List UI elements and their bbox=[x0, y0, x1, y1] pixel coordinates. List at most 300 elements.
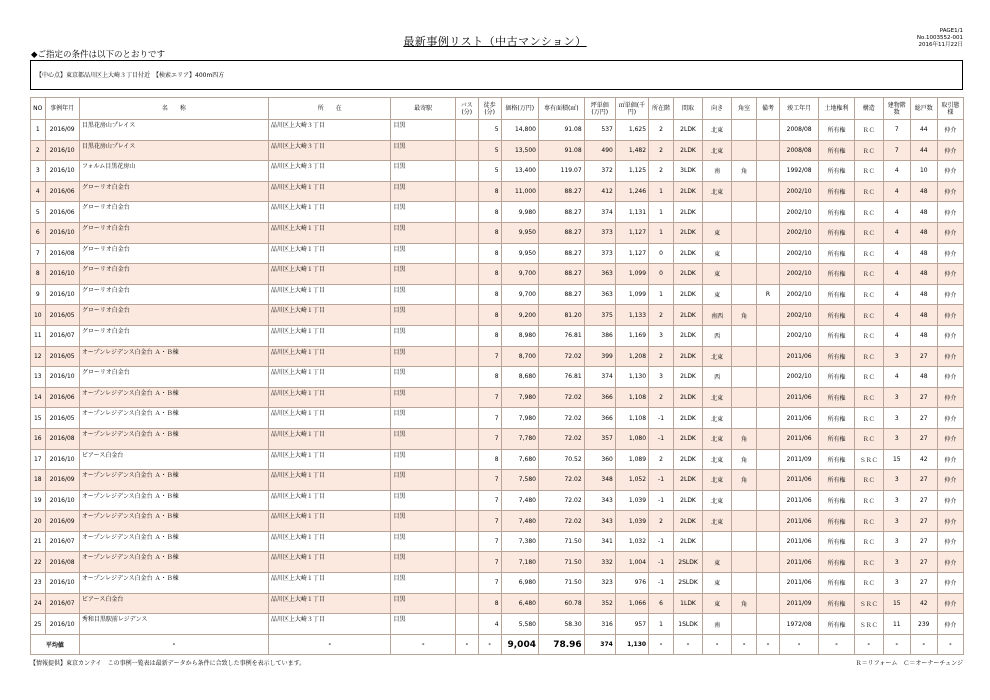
cell-ym: 2016/09 bbox=[45, 511, 79, 532]
cell-note bbox=[757, 511, 780, 532]
cell-sqm: 1,246 bbox=[615, 181, 648, 202]
cell-price: 9,980 bbox=[501, 202, 538, 223]
cell-floor: -1 bbox=[649, 552, 674, 573]
cell-corner bbox=[732, 531, 757, 552]
cell-sqm: 1,133 bbox=[615, 305, 648, 326]
cell-name: グローリオ白金台 bbox=[79, 202, 268, 223]
table-row bbox=[31, 470, 964, 491]
cell-land: 所有権 bbox=[819, 490, 854, 511]
cell-no: 2 bbox=[31, 140, 46, 161]
cell-built: 2011/06 bbox=[779, 531, 818, 552]
cell-corner bbox=[732, 346, 757, 367]
cell-name: 目黒花房山プレイス bbox=[79, 140, 268, 161]
cell-plan: 2LDK bbox=[673, 470, 702, 491]
cell-price: 11,000 bbox=[501, 181, 538, 202]
cell-note bbox=[757, 387, 780, 408]
cell-deal: 仲介 bbox=[937, 367, 963, 388]
cell-plan: 2LDK bbox=[673, 284, 702, 305]
cell-built: 1972/08 bbox=[779, 614, 818, 635]
cell-walk: 8 bbox=[478, 593, 501, 614]
cell-dir: 北東 bbox=[703, 449, 732, 470]
cell-price: 13,400 bbox=[501, 161, 538, 182]
cell-tsubo: 360 bbox=[584, 449, 615, 470]
cell-floors: 4 bbox=[883, 202, 910, 223]
cell-built: 2011/06 bbox=[779, 573, 818, 594]
cell-no: 7 bbox=[31, 243, 46, 264]
cell-floors: 7 bbox=[883, 140, 910, 161]
cell-no: 25 bbox=[31, 614, 46, 635]
cell-ym: 2016/10 bbox=[45, 367, 79, 388]
cell-ym: 2016/08 bbox=[45, 243, 79, 264]
cell-deal: 仲介 bbox=[937, 511, 963, 532]
cell-area: 91.08 bbox=[538, 140, 584, 161]
table-row bbox=[31, 181, 964, 202]
cell-area: 76.81 bbox=[538, 325, 584, 346]
cell-area: 72.02 bbox=[538, 387, 584, 408]
cell-tsubo: 332 bbox=[584, 552, 615, 573]
cell-station: 目黒 bbox=[391, 614, 455, 635]
cell-bus bbox=[455, 408, 478, 429]
cell-sqm: 1,208 bbox=[615, 346, 648, 367]
cell-sqm: 1,004 bbox=[615, 552, 648, 573]
cell-bus bbox=[455, 264, 478, 285]
cell-plan: 2LDK bbox=[673, 202, 702, 223]
average-dash: - bbox=[478, 634, 501, 655]
cell-dir: 東 bbox=[703, 552, 732, 573]
cell-ym: 2016/10 bbox=[45, 140, 79, 161]
column-header: バス(分) bbox=[455, 98, 478, 120]
condition-box bbox=[30, 60, 963, 90]
cell-floors: 4 bbox=[883, 367, 910, 388]
cell-addr: 品川区上大崎３丁目 bbox=[268, 161, 391, 182]
cell-units: 48 bbox=[910, 367, 937, 388]
cell-name: オープンレジデンス白金台 Ａ・Ｂ棟 bbox=[79, 387, 268, 408]
cell-tsubo: 348 bbox=[584, 470, 615, 491]
cell-units: 27 bbox=[910, 511, 937, 532]
column-header: 最寄駅 bbox=[391, 98, 455, 120]
cell-ym: 2016/10 bbox=[45, 264, 79, 285]
cell-land: 所有権 bbox=[819, 140, 854, 161]
cell-plan: 2LDK bbox=[673, 305, 702, 326]
cell-dir: 北東 bbox=[703, 428, 732, 449]
cell-no: 13 bbox=[31, 367, 46, 388]
cell-price: 7,480 bbox=[501, 511, 538, 532]
cell-area: 88.27 bbox=[538, 222, 584, 243]
cell-plan: 2LDK bbox=[673, 243, 702, 264]
cell-area: 60.78 bbox=[538, 593, 584, 614]
cell-walk: 8 bbox=[478, 449, 501, 470]
cell-name: オープンレジデンス白金台 Ａ・Ｂ棟 bbox=[79, 511, 268, 532]
cell-floor: 2 bbox=[649, 305, 674, 326]
cell-ym: 2016/07 bbox=[45, 593, 79, 614]
cell-units: 48 bbox=[910, 325, 937, 346]
cell-walk: 8 bbox=[478, 284, 501, 305]
cell-walk: 4 bbox=[478, 614, 501, 635]
cell-name: 秀和目黒駅前レジデンス bbox=[79, 614, 268, 635]
cell-floors: 3 bbox=[883, 428, 910, 449]
table-row bbox=[31, 573, 964, 594]
cell-note: R bbox=[757, 284, 780, 305]
cell-station: 目黒 bbox=[391, 367, 455, 388]
cell-struct: ＳＲＣ bbox=[854, 449, 883, 470]
cell-corner: 角 bbox=[732, 449, 757, 470]
cell-addr: 品川区上大崎１丁目 bbox=[268, 408, 391, 429]
column-header: 名 称 bbox=[79, 98, 268, 120]
cell-plan: 2LDK bbox=[673, 449, 702, 470]
cell-floor: -1 bbox=[649, 490, 674, 511]
cell-corner bbox=[732, 202, 757, 223]
cell-deal: 仲介 bbox=[937, 593, 963, 614]
cell-built: 1992/08 bbox=[779, 161, 818, 182]
cell-ym: 2016/08 bbox=[45, 552, 79, 573]
cell-floor: -1 bbox=[649, 531, 674, 552]
cell-sqm: 1,130 bbox=[615, 367, 648, 388]
cell-bus bbox=[455, 243, 478, 264]
cell-tsubo: 412 bbox=[584, 181, 615, 202]
cell-bus bbox=[455, 305, 478, 326]
cell-station: 目黒 bbox=[391, 346, 455, 367]
cell-deal: 仲介 bbox=[937, 531, 963, 552]
cell-corner bbox=[732, 490, 757, 511]
cell-price: 7,480 bbox=[501, 490, 538, 511]
cell-price: 8,980 bbox=[501, 325, 538, 346]
cell-station: 目黒 bbox=[391, 531, 455, 552]
cell-sqm: 1,169 bbox=[615, 325, 648, 346]
cell-tsubo: 366 bbox=[584, 387, 615, 408]
cell-no: 17 bbox=[31, 449, 46, 470]
cell-addr: 品川区上大崎１丁目 bbox=[268, 305, 391, 326]
cell-walk: 8 bbox=[478, 243, 501, 264]
cell-tsubo: 375 bbox=[584, 305, 615, 326]
cell-price: 8,700 bbox=[501, 346, 538, 367]
cell-station: 目黒 bbox=[391, 284, 455, 305]
cell-walk: 5 bbox=[478, 140, 501, 161]
cell-dir: 北東 bbox=[703, 120, 732, 141]
cell-built: 2011/06 bbox=[779, 428, 818, 449]
cell-units: 42 bbox=[910, 593, 937, 614]
cell-dir: 北東 bbox=[703, 511, 732, 532]
average-dash: - bbox=[673, 634, 702, 655]
cell-units: 48 bbox=[910, 264, 937, 285]
cell-units: 44 bbox=[910, 140, 937, 161]
table-row bbox=[31, 325, 964, 346]
document-number: No.1003552-001 bbox=[916, 35, 963, 41]
cell-corner: 角 bbox=[732, 470, 757, 491]
cell-land: 所有権 bbox=[819, 181, 854, 202]
cell-built: 2011/06 bbox=[779, 490, 818, 511]
cell-deal: 仲介 bbox=[937, 325, 963, 346]
cell-floors: 11 bbox=[883, 614, 910, 635]
cell-floors: 3 bbox=[883, 346, 910, 367]
cell-built: 2011/06 bbox=[779, 511, 818, 532]
cell-dir: 北東 bbox=[703, 140, 732, 161]
cell-dir: 西 bbox=[703, 325, 732, 346]
cell-no: 14 bbox=[31, 387, 46, 408]
cell-name: オープンレジデンス白金台 Ａ・Ｂ棟 bbox=[79, 552, 268, 573]
cell-corner bbox=[732, 222, 757, 243]
cell-floor: 2 bbox=[649, 140, 674, 161]
cell-name: フォルム目黒花房山 bbox=[79, 161, 268, 182]
table-row bbox=[31, 284, 964, 305]
cell-deal: 仲介 bbox=[937, 284, 963, 305]
cell-bus bbox=[455, 367, 478, 388]
cell-ym: 2016/06 bbox=[45, 387, 79, 408]
cell-floors: 3 bbox=[883, 408, 910, 429]
cell-tsubo: 352 bbox=[584, 593, 615, 614]
cell-addr: 品川区上大崎３丁目 bbox=[268, 120, 391, 141]
cell-plan: 2LDK bbox=[673, 531, 702, 552]
cell-floor: 2 bbox=[649, 449, 674, 470]
cell-area: 91.08 bbox=[538, 120, 584, 141]
cell-floor: 1 bbox=[649, 614, 674, 635]
cell-deal: 仲介 bbox=[937, 428, 963, 449]
cell-floors: 4 bbox=[883, 325, 910, 346]
cell-deal: 仲介 bbox=[937, 449, 963, 470]
cell-addr: 品川区上大崎１丁目 bbox=[268, 552, 391, 573]
cell-sqm: 1,127 bbox=[615, 243, 648, 264]
cell-land: 所有権 bbox=[819, 449, 854, 470]
table-row bbox=[31, 202, 964, 223]
cell-units: 27 bbox=[910, 470, 937, 491]
cell-struct: ＲＣ bbox=[854, 161, 883, 182]
cell-walk: 5 bbox=[478, 161, 501, 182]
cell-sqm: 957 bbox=[615, 614, 648, 635]
cell-built: 2011/06 bbox=[779, 552, 818, 573]
table-row bbox=[31, 428, 964, 449]
cell-sqm: 1,039 bbox=[615, 490, 648, 511]
document-date: 2016年11月22日 bbox=[918, 42, 963, 48]
average-dash: - bbox=[854, 634, 883, 655]
average-label: 平均値 bbox=[31, 634, 80, 655]
cell-built: 2011/09 bbox=[779, 593, 818, 614]
cell-area: 72.02 bbox=[538, 490, 584, 511]
cell-station: 目黒 bbox=[391, 181, 455, 202]
cell-struct: ＳＲＣ bbox=[854, 614, 883, 635]
cell-addr: 品川区上大崎１丁目 bbox=[268, 428, 391, 449]
cell-tsubo: 357 bbox=[584, 428, 615, 449]
cell-addr: 品川区上大崎１丁目 bbox=[268, 181, 391, 202]
cell-name: グローリオ白金台 bbox=[79, 284, 268, 305]
cell-floors: 7 bbox=[883, 120, 910, 141]
cell-floors: 3 bbox=[883, 552, 910, 573]
column-header: 角室 bbox=[732, 98, 757, 120]
cell-floor: 2 bbox=[649, 120, 674, 141]
cell-price: 13,500 bbox=[501, 140, 538, 161]
average-dash: - bbox=[937, 634, 963, 655]
cell-land: 所有権 bbox=[819, 614, 854, 635]
average-area: 78.96 bbox=[538, 634, 584, 655]
cell-walk: 8 bbox=[478, 264, 501, 285]
cell-ym: 2016/10 bbox=[45, 449, 79, 470]
cell-dir bbox=[703, 531, 732, 552]
cell-plan: 2LDK bbox=[673, 140, 702, 161]
cell-deal: 仲介 bbox=[937, 573, 963, 594]
average-dash: - bbox=[268, 634, 391, 655]
table-row bbox=[31, 222, 964, 243]
cell-bus bbox=[455, 222, 478, 243]
table-row bbox=[31, 305, 964, 326]
cell-sqm: 1,032 bbox=[615, 531, 648, 552]
cell-units: 48 bbox=[910, 243, 937, 264]
cell-station: 目黒 bbox=[391, 325, 455, 346]
cell-no: 6 bbox=[31, 222, 46, 243]
cell-area: 88.27 bbox=[538, 202, 584, 223]
cell-deal: 仲介 bbox=[937, 140, 963, 161]
cell-built: 2002/10 bbox=[779, 367, 818, 388]
cell-struct: ＲＣ bbox=[854, 387, 883, 408]
cell-land: 所有権 bbox=[819, 222, 854, 243]
cell-struct: ＲＣ bbox=[854, 428, 883, 449]
cell-land: 所有権 bbox=[819, 243, 854, 264]
cell-walk: 7 bbox=[478, 428, 501, 449]
cell-plan: 2LDK bbox=[673, 222, 702, 243]
cell-floors: 3 bbox=[883, 470, 910, 491]
cell-sqm: 1,482 bbox=[615, 140, 648, 161]
cell-tsubo: 341 bbox=[584, 531, 615, 552]
cell-station: 目黒 bbox=[391, 264, 455, 285]
case-list-table bbox=[30, 97, 964, 655]
cell-ym: 2016/10 bbox=[45, 614, 79, 635]
average-dash: - bbox=[910, 634, 937, 655]
cell-dir: 北東 bbox=[703, 490, 732, 511]
cell-floor: 1 bbox=[649, 222, 674, 243]
cell-price: 7,380 bbox=[501, 531, 538, 552]
cell-floor: 2 bbox=[649, 511, 674, 532]
cell-bus bbox=[455, 140, 478, 161]
cell-name: オープンレジデンス白金台 Ａ・Ｂ棟 bbox=[79, 490, 268, 511]
cell-land: 所有権 bbox=[819, 573, 854, 594]
cell-station: 目黒 bbox=[391, 222, 455, 243]
cell-deal: 仲介 bbox=[937, 387, 963, 408]
cell-dir: 南 bbox=[703, 161, 732, 182]
cell-plan: 2SLDK bbox=[673, 573, 702, 594]
cell-struct: ＲＣ bbox=[854, 305, 883, 326]
cell-dir: 北東 bbox=[703, 387, 732, 408]
cell-name: グローリオ白金台 bbox=[79, 367, 268, 388]
cell-struct: ＲＣ bbox=[854, 140, 883, 161]
cell-deal: 仲介 bbox=[937, 264, 963, 285]
cell-price: 14,800 bbox=[501, 120, 538, 141]
cell-bus bbox=[455, 346, 478, 367]
cell-floors: 3 bbox=[883, 531, 910, 552]
cell-price: 5,580 bbox=[501, 614, 538, 635]
column-header: 構造 bbox=[854, 98, 883, 120]
average-dash: - bbox=[79, 634, 268, 655]
cell-addr: 品川区上大崎１丁目 bbox=[268, 264, 391, 285]
table-row bbox=[31, 614, 964, 635]
cell-plan: 2LDK bbox=[673, 120, 702, 141]
page-info bbox=[917, 28, 963, 49]
column-header: 間取 bbox=[673, 98, 702, 120]
cell-tsubo: 372 bbox=[584, 161, 615, 182]
cell-tsubo: 537 bbox=[584, 120, 615, 141]
cell-note bbox=[757, 593, 780, 614]
cell-walk: 8 bbox=[478, 202, 501, 223]
cell-floors: 4 bbox=[883, 161, 910, 182]
cell-land: 所有権 bbox=[819, 325, 854, 346]
cell-walk: 7 bbox=[478, 511, 501, 532]
cell-no: 4 bbox=[31, 181, 46, 202]
cell-deal: 仲介 bbox=[937, 305, 963, 326]
cell-walk: 7 bbox=[478, 531, 501, 552]
table-header-row bbox=[31, 98, 964, 120]
condition-text: 【中心点】東京都品川区上大崎３丁目付近 【検索エリア】400m四方 bbox=[36, 72, 225, 79]
cell-note bbox=[757, 222, 780, 243]
cell-corner bbox=[732, 408, 757, 429]
cell-built: 2002/10 bbox=[779, 181, 818, 202]
column-header: 所 在 bbox=[268, 98, 391, 120]
cell-sqm: 1,108 bbox=[615, 387, 648, 408]
cell-area: 70.52 bbox=[538, 449, 584, 470]
cell-no: 8 bbox=[31, 264, 46, 285]
cell-price: 7,980 bbox=[501, 387, 538, 408]
cell-area: 72.02 bbox=[538, 428, 584, 449]
cell-note bbox=[757, 614, 780, 635]
cell-walk: 8 bbox=[478, 222, 501, 243]
cell-ym: 2016/08 bbox=[45, 428, 79, 449]
cell-floor: -1 bbox=[649, 470, 674, 491]
cell-struct: ＲＣ bbox=[854, 222, 883, 243]
cell-note bbox=[757, 346, 780, 367]
table-row bbox=[31, 161, 964, 182]
average-sqm: 1,130 bbox=[615, 634, 648, 655]
cell-price: 8,680 bbox=[501, 367, 538, 388]
cell-ym: 2016/07 bbox=[45, 325, 79, 346]
cell-units: 48 bbox=[910, 202, 937, 223]
cell-addr: 品川区上大崎１丁目 bbox=[268, 490, 391, 511]
cell-no: 1 bbox=[31, 120, 46, 141]
cell-struct: ＳＲＣ bbox=[854, 593, 883, 614]
column-header: NO bbox=[31, 98, 46, 120]
cell-name: ビアース白金台 bbox=[79, 593, 268, 614]
cell-note bbox=[757, 449, 780, 470]
cell-units: 42 bbox=[910, 449, 937, 470]
cell-note bbox=[757, 140, 780, 161]
cell-price: 7,180 bbox=[501, 552, 538, 573]
cell-corner: 角 bbox=[732, 305, 757, 326]
column-header: 専有面積(㎡) bbox=[538, 98, 584, 120]
cell-units: 27 bbox=[910, 428, 937, 449]
cell-bus bbox=[455, 202, 478, 223]
cell-addr: 品川区上大崎１丁目 bbox=[268, 511, 391, 532]
cell-walk: 8 bbox=[478, 367, 501, 388]
cell-sqm: 1,125 bbox=[615, 161, 648, 182]
cell-bus bbox=[455, 284, 478, 305]
column-header: 総戸数 bbox=[910, 98, 937, 120]
cell-land: 所有権 bbox=[819, 305, 854, 326]
table-row bbox=[31, 346, 964, 367]
cell-land: 所有権 bbox=[819, 367, 854, 388]
cell-floor: -1 bbox=[649, 408, 674, 429]
cell-price: 9,700 bbox=[501, 264, 538, 285]
cell-struct: ＲＣ bbox=[854, 408, 883, 429]
cell-ym: 2016/10 bbox=[45, 161, 79, 182]
cell-sqm: 1,039 bbox=[615, 511, 648, 532]
cell-no: 22 bbox=[31, 552, 46, 573]
cell-addr: 品川区上大崎１丁目 bbox=[268, 367, 391, 388]
cell-no: 10 bbox=[31, 305, 46, 326]
cell-area: 72.02 bbox=[538, 511, 584, 532]
cell-built: 2002/10 bbox=[779, 202, 818, 223]
cell-station: 目黒 bbox=[391, 202, 455, 223]
cell-price: 7,580 bbox=[501, 470, 538, 491]
cell-struct: ＲＣ bbox=[854, 531, 883, 552]
table-row bbox=[31, 449, 964, 470]
cell-built: 2002/10 bbox=[779, 243, 818, 264]
cell-name: グローリオ白金台 bbox=[79, 243, 268, 264]
cell-plan: 1SLDK bbox=[673, 614, 702, 635]
cell-no: 24 bbox=[31, 593, 46, 614]
